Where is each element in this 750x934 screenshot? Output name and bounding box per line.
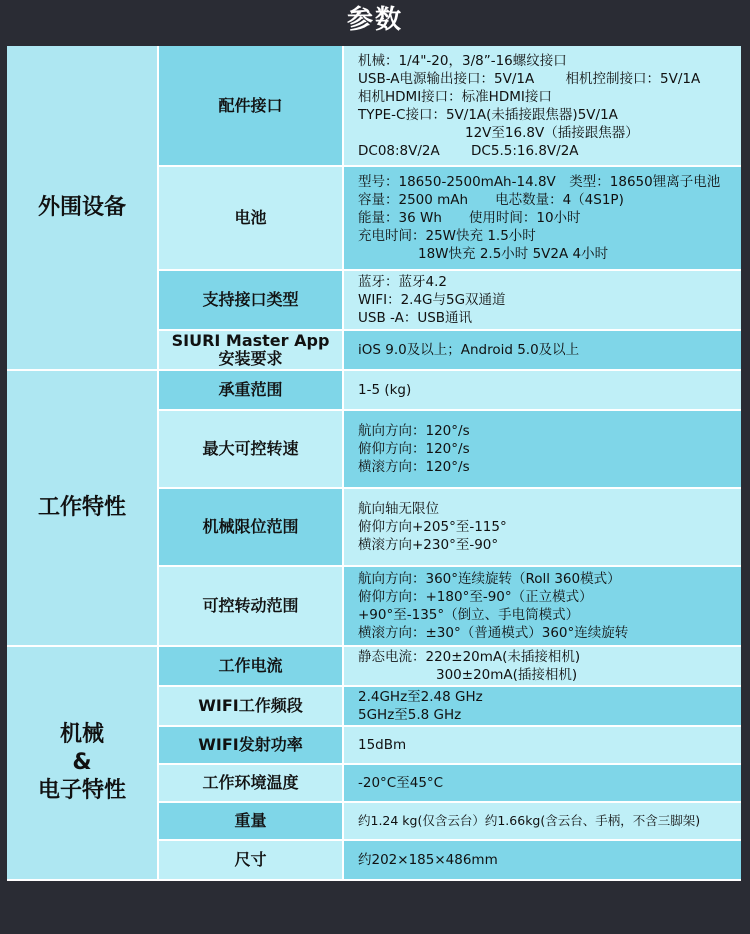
row-label-weight: 重量 bbox=[158, 802, 343, 840]
row-label-size: 尺寸 bbox=[158, 840, 343, 880]
value-line: DC08:8V/2A DC5.5:16.8V/2A bbox=[358, 142, 579, 159]
row-value-supported bbox=[343, 270, 741, 330]
value-line: 横滚方向：120°/s bbox=[358, 459, 470, 475]
value-line: +90°至-135°（倒立、手电筒模式） bbox=[358, 607, 580, 623]
value-line: 横滚方向：±30°（普通模式）360°连续旋转 bbox=[358, 625, 629, 641]
row-label-control-range: 可控转动范围 bbox=[158, 566, 343, 646]
category-line: 电子特性 bbox=[37, 778, 126, 803]
value-line: 型号：18650-2500mAh-14.8V 类型：18650锂离子电池 bbox=[358, 174, 721, 190]
spec-table bbox=[7, 46, 741, 881]
row-value-payload: 1-5 (kg) bbox=[343, 370, 741, 410]
value-line: 2.4GHz至2.48 GHz bbox=[358, 689, 483, 705]
table-row bbox=[7, 46, 741, 166]
value-line: 横滚方向+230°至-90° bbox=[358, 537, 499, 553]
row-value-weight: 约1.24 kg(仅含云台）约1.66kg(含云台、手柄，不含三脚架) bbox=[343, 802, 741, 840]
row-value-wifi-freq bbox=[343, 686, 741, 726]
row-value-max-speed bbox=[343, 410, 741, 488]
category-line: 机械 bbox=[59, 722, 104, 747]
row-value-wifi-power: 15dBm bbox=[343, 726, 741, 764]
table-row bbox=[7, 370, 741, 410]
value-line: 容量：2500 mAh 电芯数量：4（4S1P) bbox=[358, 192, 624, 208]
value-line: 航向方向：360°连续旋转（Roll 360模式） bbox=[358, 571, 621, 587]
category-line: & bbox=[72, 750, 92, 775]
category-work: 工作特性 bbox=[7, 370, 158, 646]
value-line: 18W快充 2.5小时 5V2A 4小时 bbox=[418, 246, 609, 262]
row-label-mech-limit: 机械限位范围 bbox=[158, 488, 343, 566]
row-label-supported: 支持接口类型 bbox=[158, 270, 343, 330]
row-label-app bbox=[158, 330, 343, 370]
page-title: 参数 bbox=[346, 5, 403, 35]
row-label-payload: 承重范围 bbox=[158, 370, 343, 410]
row-value-mech-limit bbox=[343, 488, 741, 566]
value-line: 300±20mA(插接相机) bbox=[436, 667, 578, 683]
value-line: 俯仰方向：120°/s bbox=[358, 441, 470, 457]
row-value-size: 约202×185×486mm bbox=[343, 840, 741, 880]
row-value-current bbox=[343, 646, 741, 686]
value-line: 5GHz至5.8 GHz bbox=[358, 707, 462, 723]
row-label-wifi-freq: WIFI工作频段 bbox=[158, 686, 343, 726]
spec-table-container bbox=[7, 46, 741, 880]
row-value-control-range bbox=[343, 566, 741, 646]
category-external: 外围设备 bbox=[7, 46, 158, 370]
category-mech-electronic bbox=[7, 646, 158, 880]
value-line: USB-A电源输出接口：5V/1A 相机控制接口：5V/1A bbox=[358, 70, 701, 87]
value-line: TYPE-C接口：5V/1A(未插接跟焦器)5V/1A bbox=[358, 106, 618, 123]
row-label-battery: 电池 bbox=[158, 166, 343, 270]
value-line: WIFI：2.4G与5G双通道 bbox=[358, 292, 506, 308]
app-label-line: SIURI Master App bbox=[171, 331, 330, 350]
value-line: USB -A：USB通讯 bbox=[358, 310, 473, 326]
row-value-battery bbox=[343, 166, 741, 270]
value-line: 蓝牙：蓝牙4.2 bbox=[358, 274, 447, 290]
app-label-line: 安装要求 bbox=[218, 349, 283, 368]
row-label-wifi-power: WIFI发射功率 bbox=[158, 726, 343, 764]
value-line: 航向方向：120°/s bbox=[358, 423, 470, 439]
value-line: 12V至16.8V（插接跟焦器） bbox=[465, 124, 639, 141]
row-value-app: iOS 9.0及以上；Android 5.0及以上 bbox=[343, 330, 741, 370]
row-label-temperature: 工作环境温度 bbox=[158, 764, 343, 802]
value-line: 俯仰方向：+180°至-90°（正立模式） bbox=[358, 589, 593, 605]
value-line: 航向轴无限位 bbox=[358, 501, 439, 517]
value-line: 相机HDMI接口：标准HDMI接口 bbox=[358, 88, 552, 105]
row-label-interfaces: 配件接口 bbox=[158, 46, 343, 166]
value-line: 机械：1/4"-20，3/8”-16螺纹接口 bbox=[358, 52, 567, 69]
value-line: 俯仰方向+205°至-115° bbox=[358, 519, 507, 535]
row-value-interfaces bbox=[343, 46, 741, 166]
row-value-temperature: -20°C至45°C bbox=[343, 764, 741, 802]
row-label-max-speed: 最大可控转速 bbox=[158, 410, 343, 488]
table-row bbox=[7, 646, 741, 686]
value-line: 静态电流：220±20mA(未插接相机) bbox=[358, 649, 581, 665]
value-line: 充电时间：25W快充 1.5小时 bbox=[358, 228, 536, 244]
row-label-current: 工作电流 bbox=[158, 646, 343, 686]
value-line: 能量：36 Wh 使用时间：10小时 bbox=[358, 210, 581, 226]
